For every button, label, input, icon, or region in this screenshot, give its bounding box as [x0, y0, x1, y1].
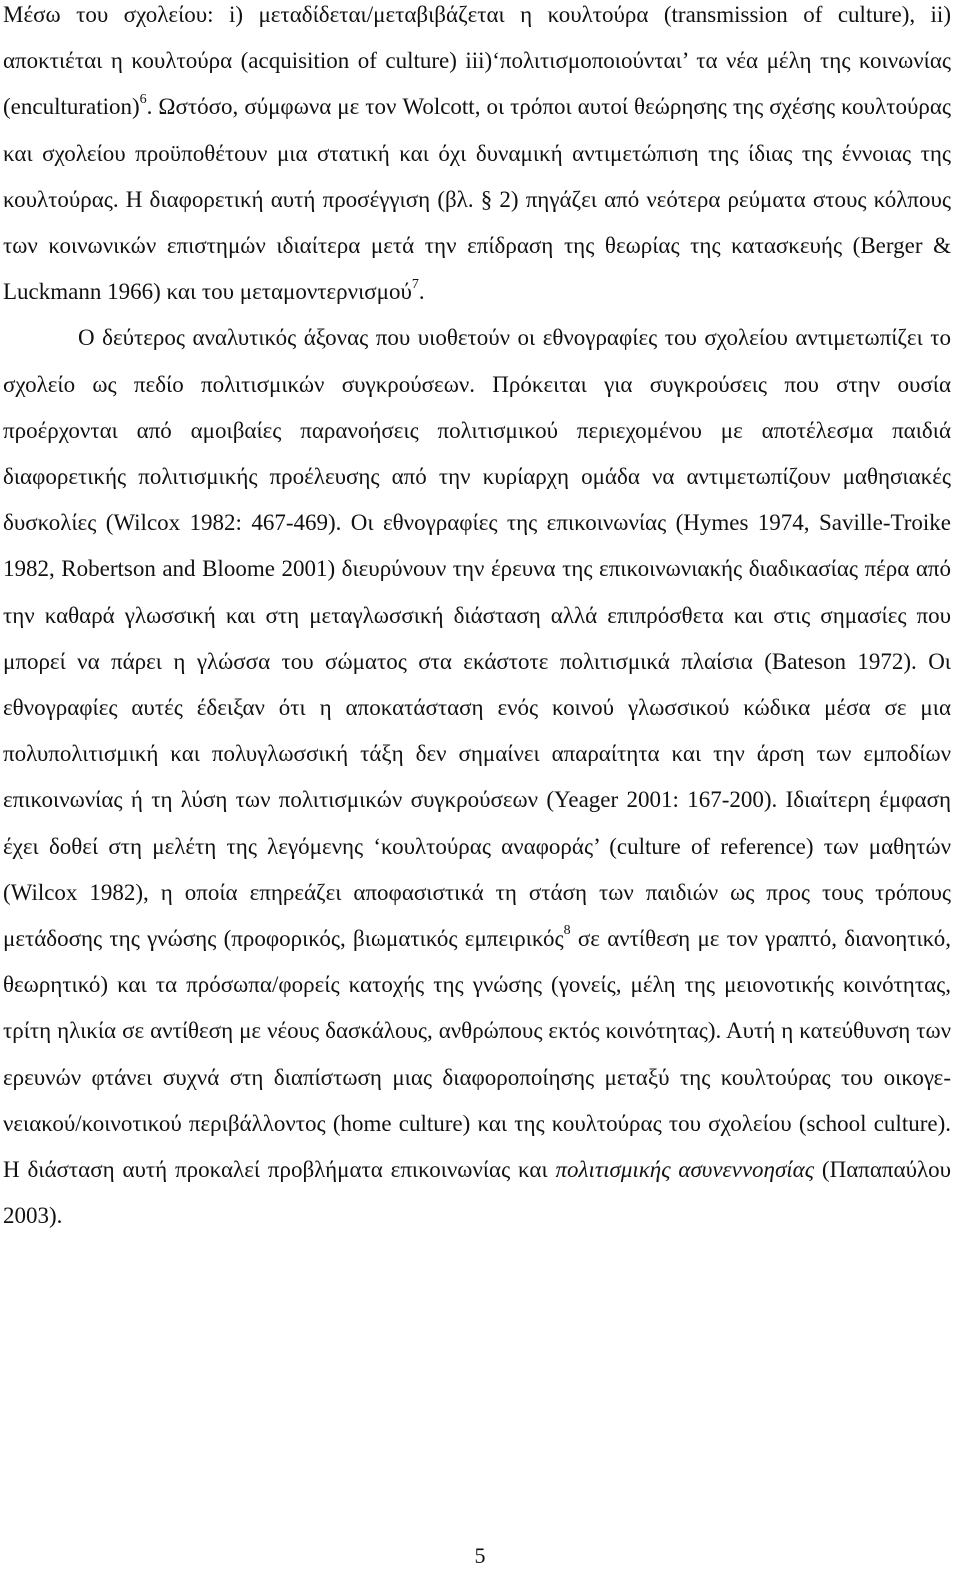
paragraph-1-text-a: Μέσω του σχολείου: i) μεταδίδεται/μεταβιβάζεται η κουλτούρα (transmission of culture), ii) αποκτιέται η κουλτούρα (acquisition of culture) iii)‘πολιτισμοποιούνται’ τα νέα μέλη της κοινωνίας (enculturation)	[3, 2, 951, 120]
paragraph-1	[3, 0, 951, 315]
paragraph-2-text-b: σε αντίθεση με τον γραπτό, διανοητικό, θεωρητικό) και τα πρόσωπα/φορείς κατοχής της γνώσης (γονείς, μέλη της μειονοτικής κοινότητας, τρίτη ηλικία σε αντίθεση με νέους δασκάλους, ανθρώπους εκτός κοινότητας). Αυτή η κατεύθυνση των ερευνών φτάνει συχνά στη διαπίστωση μιας διαφοροποίησης μεταξύ της κουλτούρας του οικογε-νειακού/κοινοτικού περιβάλλοντος (home culture) και της κουλτούρας του σχολείου (school culture). Η διάσταση αυτή προκαλεί προβλήματα επικοινωνίας και	[3, 926, 951, 1183]
paragraph-2-text-a: Ο δεύτερος αναλυτικός άξονας που υιοθετούν οι εθνογραφίες του σχολείου αντιμετωπίζει το σχολείο ως πεδίο πολιτισμικών συγκρούσεων. Πρόκειται για συγκρούσεις που στην ουσία προέρχονται από αμοιβαίες παρανοήσεις πολιτισμικού περιεχομένου με αποτέλεσμα παιδιά διαφορετικής πολιτισμικής προέλευσης από την κυρίαρχη ομάδα να αντιμετωπίζουν μαθησιακές δυσκολίες (Wilcox 1982: 467-469). Οι εθνογραφίες της επικοινωνίας (Hymes 1974, Saville-Troike 1982, Robertson and Bloome 2001) διευρύνουν την έρευνα της επικοινωνιακής διαδικασίας πέρα από την καθαρά γλωσσική και στη μεταγλωσσική διάσταση αλλά επιπρόσθετα και στις σημασίες που μπορεί να πάρει η γλώσσα του σώματος στα εκάστοτε πολιτισμικά πλαίσια (Bateson 1972). Οι εθνογραφίες αυτές έδειξαν ότι η αποκατάσταση ενός κοινού γλωσσικού κώδικα μέσα σε μια πολυπολιτισμική και πολυγλωσσική τάξη δεν σημαίνει απαραίτητα και την άρση των εμποδίων επικοινωνίας ή τη λύση των πολιτισμικών συγκρούσεων (Yeager 2001: 167-200). Ιδιαίτερη έμφαση έχει δοθεί στη μελέτη της λεγόμενης ‘κουλτούρας αναφοράς’ (culture of reference) των μαθητών (Wilcox 1982), η οποία επηρεάζει αποφασιστικά τη στάση των παιδιών ως προς τους τρόπους μετάδοσης της γνώσης (προφορικός, βιωματικός εμπειρικός	[3, 325, 951, 952]
paragraph-1-text-c: .	[418, 279, 425, 305]
paragraph-1-text-b: . Ωστόσο, σύμφωνα με τον Wolcott, οι τρόποι αυτοί θεώρησης της σχέσης κουλτούρας και σχολείου προϋποθέτουν μια στατική και όχι δυναμική αντιμετώπιση της ίδιας της έννοιας της κουλτούρας. Η διαφορετική αυτή προσέγγιση (βλ. § 2) πηγάζει από νεότερα ρεύματα στους κόλπους των κοινωνικών επιστημών ιδιαίτερα μετά την επίδραση της θεωρίας της κατασκευής (Berger & Luckmann 1966) και του μεταμοντερνισμού	[3, 94, 951, 305]
paragraph-2	[3, 315, 951, 1239]
footnote-marker-7: 7	[411, 276, 419, 292]
footnote-marker-8: 8	[563, 923, 571, 939]
page-number: 5	[474, 1543, 486, 1568]
document-page	[3, 0, 951, 1239]
paragraph-2-text-c: (Παπαπαύλου 2003).	[3, 1157, 952, 1229]
footnote-marker-6: 6	[139, 91, 147, 107]
italic-phrase: πολιτισμικής ασυνεννοησίας	[555, 1157, 815, 1183]
